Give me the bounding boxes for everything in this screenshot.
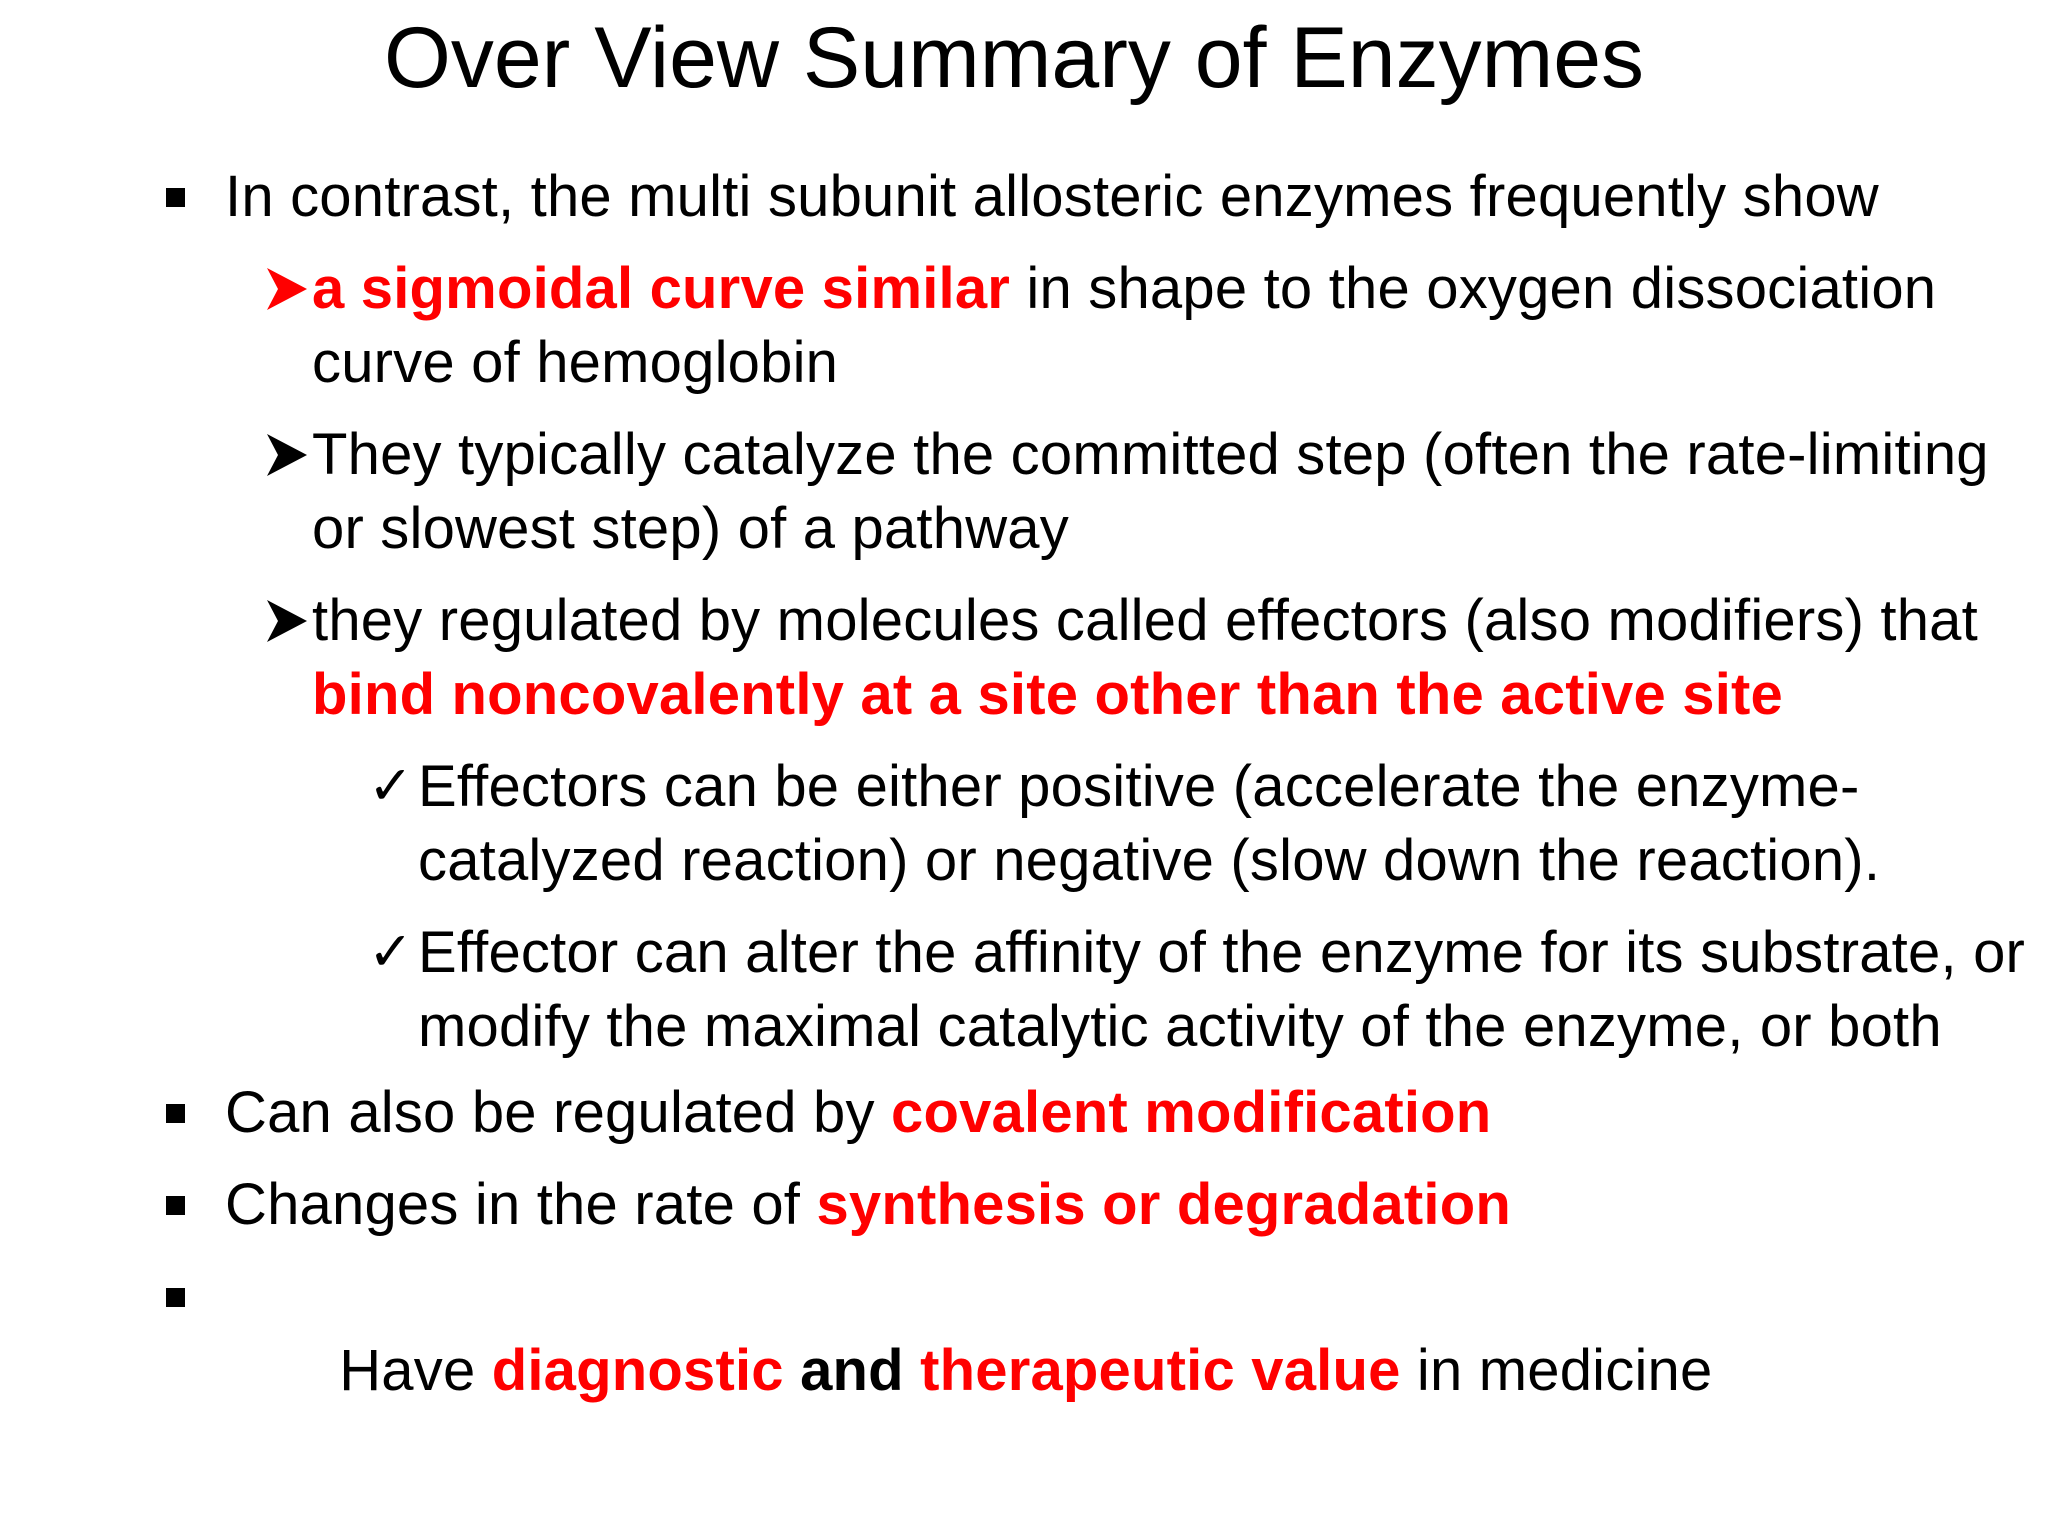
arrowhead-bullet-icon	[264, 596, 310, 646]
sub-sub-bullet-item	[0, 916, 2048, 1064]
sub-sub-bullet-item	[0, 750, 2048, 898]
bullet-item	[0, 1168, 2048, 1242]
highlight-text: diagnostic	[491, 1338, 784, 1403]
highlight-text: bind noncovalently at a site other than the active site	[312, 662, 1783, 727]
sub-bullet-item	[0, 584, 2048, 732]
bullet-text: in medicine	[1400, 1338, 1713, 1403]
bullet-item	[0, 1076, 2048, 1150]
square-bullet-icon	[166, 1196, 185, 1215]
square-bullet-icon	[166, 1104, 185, 1123]
arrowhead-bullet-icon	[264, 430, 310, 480]
bullet-item	[0, 1260, 2048, 1482]
bullet-text: Can also be regulated by	[225, 1080, 891, 1145]
square-bullet-icon	[166, 188, 185, 207]
bullet-list	[0, 160, 2048, 1500]
highlight-text: synthesis or degradation	[816, 1172, 1511, 1237]
arrowhead-bullet-icon	[264, 264, 310, 314]
square-bullet-icon	[166, 1288, 185, 1307]
bullet-text: they regulated by molecules called effectors (also modifiers) that	[312, 588, 1978, 653]
bullet-text: Have	[322, 1338, 492, 1403]
bullet-text: Changes in the rate of	[225, 1172, 817, 1237]
bullet-text: Effectors can be either positive (accelerate the enzyme-catalyzed reaction) or negative (slow down the reaction).	[418, 754, 1881, 893]
bullet-item	[0, 160, 2048, 234]
sub-bullet-item	[0, 252, 2048, 400]
highlight-text: covalent modification	[891, 1080, 1492, 1145]
highlight-text: a sigmoidal curve similar	[312, 256, 1011, 321]
checkmark-bullet-icon: ✓	[368, 756, 414, 816]
bullet-text: In contrast, the multi subunit allosteric enzymes frequently show	[225, 164, 1879, 229]
bullet-text: in shape to the oxygen dissociation curve of hemoglobin	[312, 256, 1937, 395]
slide-title: Over View Summary of Enzymes	[383, 10, 1645, 106]
checkmark-bullet-icon: ✓	[368, 922, 414, 982]
sub-bullet-item	[0, 418, 2048, 566]
bullet-text: Effector can alter the affinity of the enzyme for its substrate, or modify the maximal catalytic activity of the enzyme, or both	[418, 920, 2026, 1059]
highlight-text: therapeutic value	[920, 1338, 1401, 1403]
bullet-text: They typically catalyze the committed step (often the rate-limiting or slowest step) of a pathway	[312, 422, 1989, 561]
bold-text: and	[783, 1338, 921, 1403]
